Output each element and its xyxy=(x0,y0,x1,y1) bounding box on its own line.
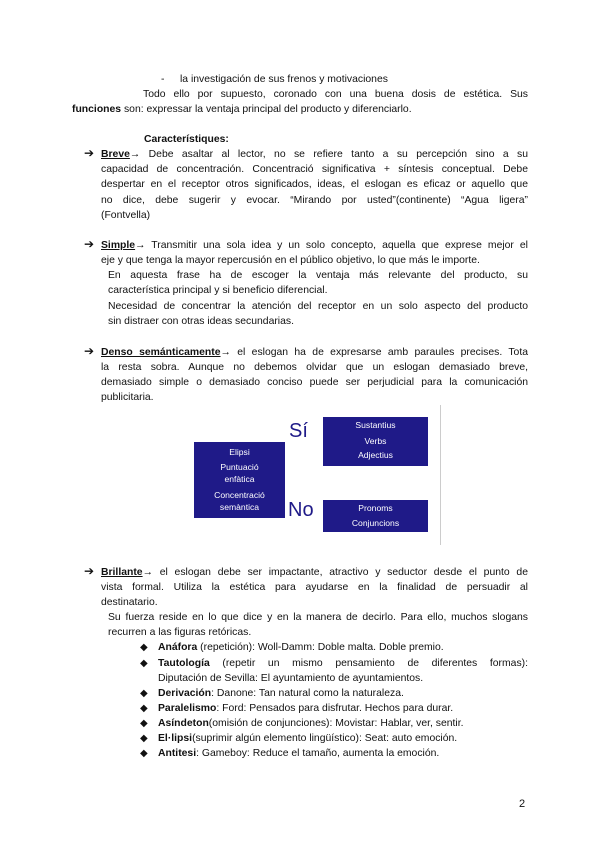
breve-line3: despertar en el receptor otros significados, ideas, el eslogan es eficaz or aquello que xyxy=(101,179,528,190)
intro-line1: Todo ello por supuesto, coronado con una buena dosis de estética. Sus xyxy=(143,89,528,100)
breve-line4: no dice, debe sugerir y evocar. “Mirando por usted”(continente) “Agua ligera” xyxy=(101,195,528,206)
figure-term: Antitesi xyxy=(158,748,197,759)
diagram-divider xyxy=(440,405,441,545)
left-box-line: Elipsi xyxy=(229,447,250,457)
no-box xyxy=(323,500,428,532)
figure-text: : Gameboy: Reduce el tamaño, aumenta la emoción. xyxy=(196,748,440,759)
si-box-line: Verbs xyxy=(364,436,387,447)
dash-bullet: - xyxy=(161,74,165,85)
left-box-line: enfàtica xyxy=(224,474,255,485)
figure-item xyxy=(158,716,463,731)
simple-p3-line1: Necesidad de concentrar la atención del receptor en un solo aspecto del producto xyxy=(108,301,528,312)
denso-line3: demasiado simple o demasiado conciso puede ser perjudicial para la comunicación xyxy=(101,377,528,388)
figure-term: Anáfora xyxy=(158,642,198,653)
elipsi-box xyxy=(194,442,285,518)
diamond-bullet-icon: ◆ xyxy=(140,658,148,669)
page-number: 2 xyxy=(519,798,526,810)
denso-line2: la resta sobra. Aunque no debemos olvidar que un eslogan demasiado breve, xyxy=(101,362,528,373)
figure-text: : Danone: Tan natural como la naturaleza. xyxy=(211,688,404,699)
breve-line1-text: → Debe asaltar al lector, no se refiere tanto a su percepción sino a su xyxy=(129,149,528,160)
denso-line1-text: → el eslogan ha de expresarse amb paraules precises. Tota xyxy=(220,347,528,358)
figure-term: Asíndeton xyxy=(158,718,209,729)
figure-term: Tautología xyxy=(158,658,210,669)
figure-item xyxy=(158,701,453,716)
denso-line4: publicitaria. xyxy=(101,392,154,403)
denso-line1 xyxy=(101,345,528,360)
breve-line5: (Fontvella) xyxy=(101,210,151,221)
figure-item-cont: Diputación de Sevilla: El ayuntamiento de ayuntamientos. xyxy=(158,673,424,684)
figure-item xyxy=(158,656,528,671)
no-box-line: Pronoms xyxy=(358,503,393,513)
denso-term: Denso semánticamente xyxy=(101,347,221,358)
si-box-line: Adjectius xyxy=(358,450,393,461)
brillante-line1 xyxy=(101,565,528,580)
diamond-bullet-icon: ◆ xyxy=(140,703,148,714)
simple-p2-line2: característica principal y si beneficio diferencial. xyxy=(108,285,328,296)
intro-line2 xyxy=(72,102,412,117)
left-box-line: Puntuació xyxy=(220,462,259,473)
figure-text: : Ford: Pensados para disfrutar. Hechos para durar. xyxy=(216,703,454,714)
brillante-term: Brillante xyxy=(101,567,143,578)
funciones-term: funciones xyxy=(72,104,122,115)
figure-term: Paralelismo xyxy=(158,703,217,714)
breve-term: Breve xyxy=(101,149,130,160)
simple-p3-line2: sin distraer con otras ideas secundarias. xyxy=(108,316,294,327)
simple-p2-line1: En aquesta frase ha de escoger la ventaja más relevante del producto, su xyxy=(108,270,528,281)
figure-text: (suprimir algún elemento lingüístico): Seat: auto emoción. xyxy=(192,733,458,744)
diamond-bullet-icon: ◆ xyxy=(140,642,148,653)
breve-line1 xyxy=(101,147,528,162)
si-box xyxy=(323,417,428,466)
arrow-icon: ➔ xyxy=(84,344,95,358)
arrow-icon: ➔ xyxy=(84,146,95,160)
figure-text: (omisión de conjunciones): Movistar: Hablar, ver, sentir. xyxy=(208,718,464,729)
brillante-p2-line2: recurren a las figuras retóricas. xyxy=(108,627,252,638)
diamond-bullet-icon: ◆ xyxy=(140,748,148,759)
figure-term: Derivación xyxy=(158,688,212,699)
brillante-line1-text: → el eslogan debe ser impactante, atractivo y seductor desde el punto de xyxy=(142,567,528,578)
simple-line2: eje y que tenga la mayor repercusión en el público objetivo, lo que más le importe. xyxy=(101,255,480,266)
no-label: No xyxy=(288,499,314,521)
si-box-line: Sustantius xyxy=(355,420,396,430)
dash-item-text: la investigación de sus frenos y motivaciones xyxy=(180,74,388,85)
brillante-p2-line1: Su fuerza reside en lo que dice y en la manera de decirlo. Para ello, muchos slogans xyxy=(108,612,528,623)
simple-line1-text: → Transmitir una sola idea y un solo concepto, aquella que exprese mejor el xyxy=(135,240,528,251)
intro-line2-rest: son: expressar la ventaja principal del producto y diferenciarlo. xyxy=(123,104,412,115)
figure-text: (repetir un mismo pensamiento de diferentes formas): xyxy=(222,658,528,669)
figure-term: El·lipsi xyxy=(158,733,193,744)
section-heading: Característiques: xyxy=(144,134,229,145)
diamond-bullet-icon: ◆ xyxy=(140,718,148,729)
figure-text: (repetición): Woll-Damm: Doble malta. Doble premio. xyxy=(197,642,444,653)
brillante-line3: destinatario. xyxy=(101,597,158,608)
figure-item xyxy=(158,746,439,761)
figure-item xyxy=(158,640,444,655)
simple-line1 xyxy=(101,238,528,253)
no-box-line: Conjuncions xyxy=(351,518,400,529)
si-label: Sí xyxy=(289,420,308,442)
brillante-line2: vista formal. Utiliza la estética para ayudarse en la finalidad de persuadir al xyxy=(101,582,528,593)
figure-item xyxy=(158,731,457,746)
arrow-icon: ➔ xyxy=(84,237,95,251)
simple-term: Simple xyxy=(101,240,136,251)
diamond-bullet-icon: ◆ xyxy=(140,688,148,699)
diamond-bullet-icon: ◆ xyxy=(140,733,148,744)
figure-item xyxy=(158,686,404,701)
arrow-icon: ➔ xyxy=(84,564,95,578)
left-box-line: Concentració xyxy=(214,489,265,500)
breve-line2: capacidad de concentración. Concentració significativa + síntesis conceptual. Debe xyxy=(101,164,528,175)
left-box-line: semàntica xyxy=(219,501,260,512)
